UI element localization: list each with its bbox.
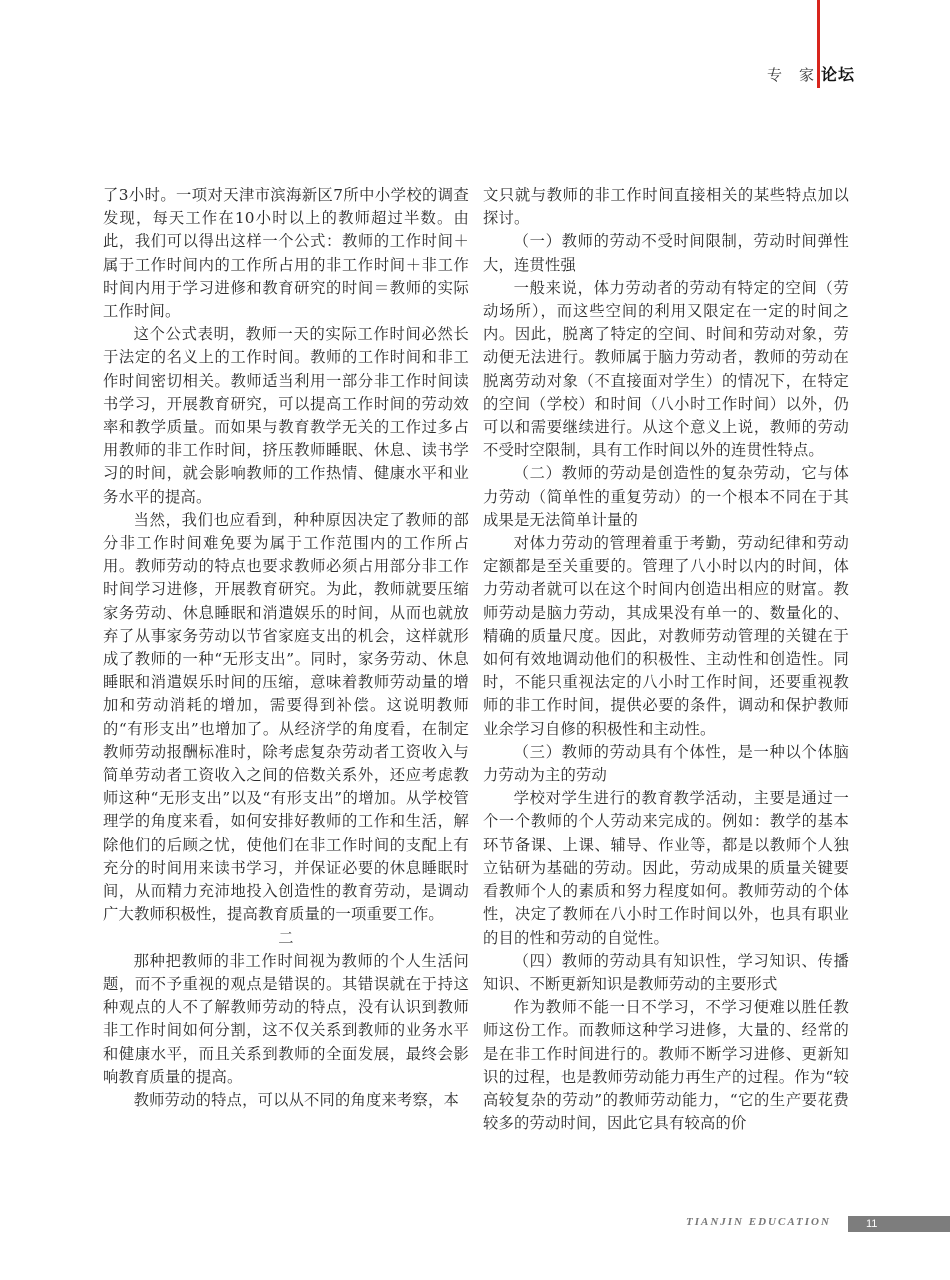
paragraph: 学校对学生进行的教育教学活动，主要是通过一个一个教师的个人劳动来完成的。例如：教学的基本环节备课、上课、辅导、作业等，都是以教师个人独立钻研为基础的劳动。因此，劳动成果的质量关键要看教师个人的素质和努力程度如何。教师劳动的个体性，决定了教师在八小时工作时间以外，也具有职业的目的性和劳动的自觉性。 [483,789,849,947]
paragraph: 一般来说，体力劳动者的劳动有特定的空间（劳动场所），而这些空间的利用又限定在一定的时间之内。因此，脱离了特定的空间、时间和劳动对象，劳动便无法进行。教师属于脑力劳动者，教师的劳动在脱离劳动对象（不直接面对学生）的情况下，在特定的空间（学校）和时间（八小时工作时间）以外，仍可以和需要继续进行。从这个意义上说，教师的劳动不受时空限制，具有工作时间以外的连贯性特点。 [483,278,849,460]
paragraph: 文只就与教师的非工作时间直接相关的某些特点加以探讨。 [483,186,849,228]
paragraph: 当然，我们也应看到，种种原因决定了教师的部分非工作时间难免要为属于工作范围内的工作所占用。教师劳动的特点也要求教师必须占用部分非工作时间学习进修，开展教育研究。为此，教师就要压缩家务劳动、休息睡眠和消遣娱乐的时间，从而也就放弃了从事家务劳动以节省家庭支出的机会，这样就形成了教师的一种“无形支出”。同时，家务劳动、休息睡眠和消遣娱乐时间的压缩，意味着教师劳动量的增加和劳动消耗的增加，需要得到补偿。这说明教师的“有形支出”也增加了。从经济学的角度看，在制定教师劳动报酬标准时，除考虑复杂劳动者工资收入与简单劳动者工资收入之间的倍数关系外，还应考虑教师这种“无形支出”以及“有形支出”的增加。从学校管理学的角度来看，如何安排好教师的工作和生活，解除他们的后顾之忧，使他们在非工作时间的支配上有充分的时间用来读书学习，并保证必要的休息睡眠时间，从而精力充沛地投入创造性的教育劳动，是调动广大教师积极性，提高教育质量的一项重要工作。 [103,510,469,924]
footer-brand: TIANJIN EDUCATION [686,1216,831,1228]
page-number: 11 [866,1218,878,1230]
section-label-expert: 专 家 [766,66,815,84]
footer-page-bar [848,1216,950,1232]
paragraph: 对体力劳动的管理着重于考勤，劳动纪律和劳动定额都是至关重要的。管理了八小时以内的时间，体力劳动者就可以在这个时间内创造出相应的财富。教师劳动是脑力劳动，其成果没有单一的、数量化的、精确的质量尺度。因此，对教师劳动管理的关键在于如何有效地调动他们的积极性、主动性和创造性。同时，不能只重视法定的八小时工作时间，还要重视教师的非工作时间，提供必要的条件，调动和保护教师业余学习自修的积极性和主动性。 [483,534,849,738]
right-text-column [483,184,849,1135]
subheading: （一）教师的劳动不受时间限制，劳动时间弹性大，连贯性强 [483,232,849,274]
section-heading-two: 二 [278,928,294,947]
paragraph: 教师劳动的特点，可以从不同的角度来考察，本 [133,1090,460,1109]
subheading: （三）教师的劳动具有个体性，是一种以个体脑力劳动为主的劳动 [483,742,849,785]
left-text-column [103,184,469,1112]
paragraph: 了3小时。一项对天津市滨海新区7所中小学校的调查发现，每天工作在10小时以上的教师超过半数。由此，我们可以得出这样一个公式：教师的工作时间＋属于工作时间内的工作所占用的非工作时间＋非工作时间内用于学习进修和教育研究的时间＝教师的实际工作时间。 [103,186,469,321]
subheading: （二）教师的劳动是创造性的复杂劳动，它与体力劳动（简单性的重复劳动）的一个根本不同在于其成果是无法简单计量的 [483,464,849,529]
paragraph: 那种把教师的非工作时间视为教师的个人生活问题，而不予重视的观点是错误的。其错误就在于持这种观点的人不了解教师劳动的特点，没有认识到教师非工作时间如何分割，这不仅关系到教师的业务水平和健康水平，而且关系到教师的全面发展，最终会影响教育质量的提高。 [103,951,469,1086]
subheading: （四）教师的劳动具有知识性，学习知识、传播知识、不断更新知识是教师劳动的主要形式 [483,951,849,993]
section-header [767,62,855,85]
section-label-forum: 论坛 [820,65,855,84]
paragraph: 作为教师不能一日不学习，不学习便难以胜任教师这份工作。而教师这种学习进修，大量的、经常的是在非工作时间进行的。教师不断学习进修、更新知识的过程，也是教师劳动能力再生产的过程。作为“较高较复杂的劳动”的教师劳动能力，“它的生产要花费较多的劳动时间，因此它具有较高的价 [483,998,849,1133]
paragraph: 这个公式表明，教师一天的实际工作时间必然长于法定的名义上的工作时间。教师的工作时间和非工作时间密切相关。教师适当利用一部分非工作时间读书学习，开展教育研究，可以提高工作时间的劳动效率和教学质量。而如果与教育教学无关的工作过多占用教师的非工作时间，挤压教师睡眠、休息、读书学习的时间，就会影响教师的工作热情、健康水平和业务水平的提高。 [103,325,469,506]
